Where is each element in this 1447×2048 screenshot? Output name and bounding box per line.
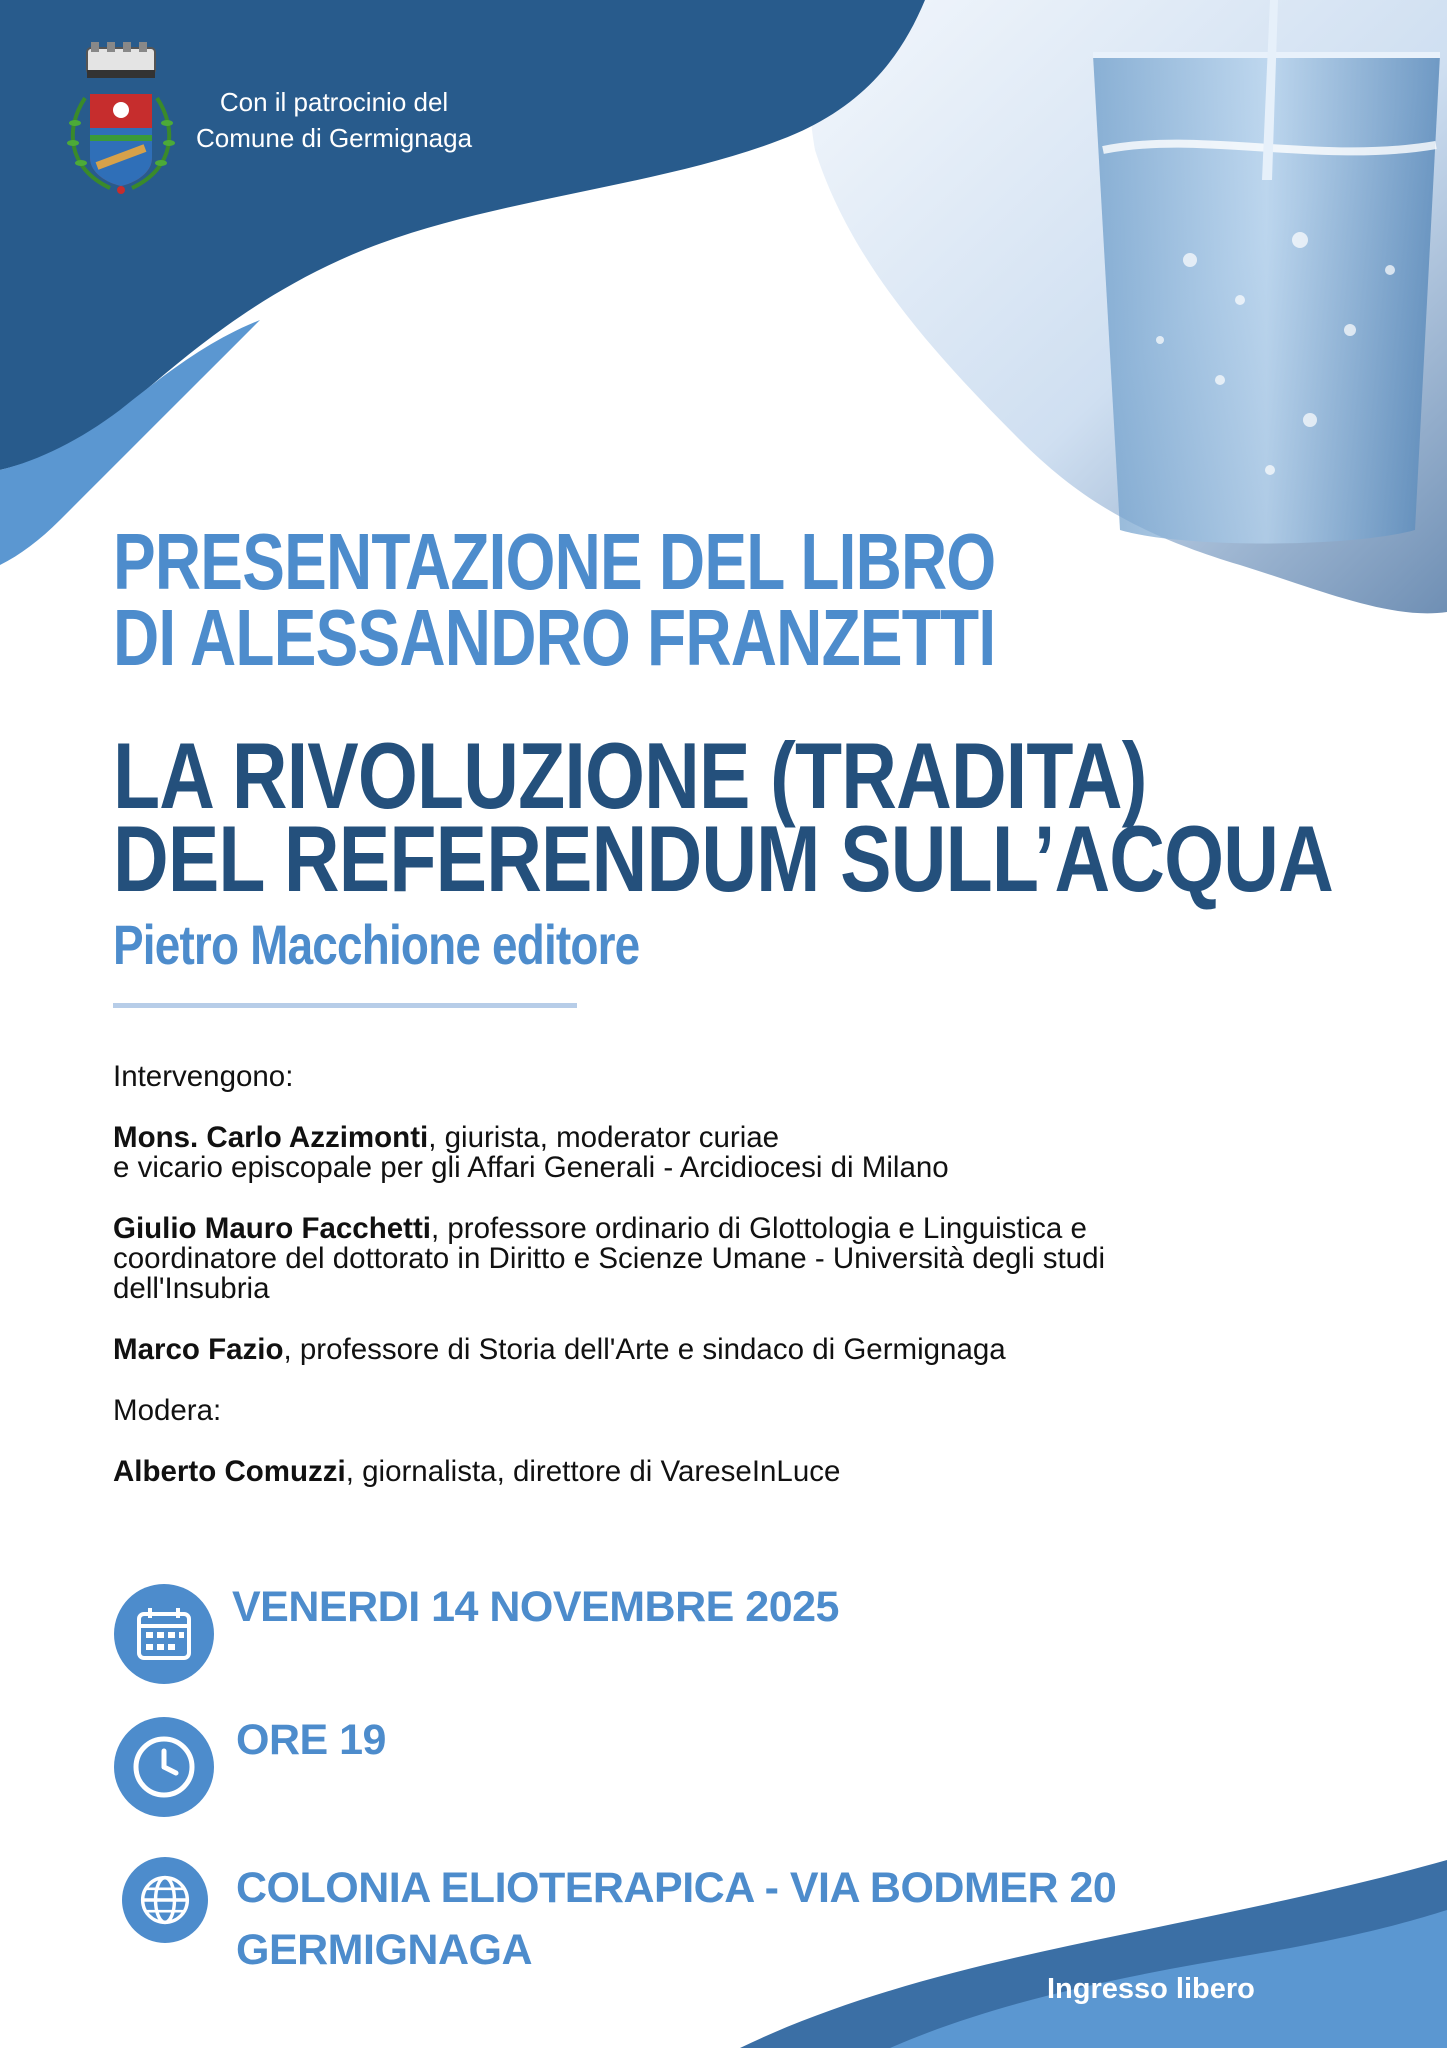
moderator-role: , giornalista, direttore di VareseInLuce: [345, 1455, 841, 1488]
moderator: [113, 1457, 1343, 1487]
heading-line-2: DI ALESSANDRO FRANZETTI: [113, 593, 996, 682]
speaker-role: e vicario episcopale per gli Affari Generali - Arcidiocesi di Milano: [113, 1151, 949, 1184]
moderator-intro: Modera:: [113, 1394, 222, 1427]
moderator-name: Alberto Comuzzi: [113, 1455, 346, 1488]
publisher: Pietro Macchione editore: [113, 913, 640, 976]
speaker-2: [113, 1214, 1343, 1304]
book-title: [113, 723, 1333, 911]
heading-line-1: PRESENTAZIONE DEL LIBRO: [113, 517, 996, 606]
speaker-name: Giulio Mauro Facchetti: [113, 1212, 431, 1245]
event-date: VENERDI 14 NOVEMBRE 2025: [232, 1583, 839, 1631]
speaker-name: Mons. Carlo Azzimonti: [113, 1121, 429, 1154]
crest-icon: [55, 38, 187, 203]
divider: [113, 1003, 577, 1008]
book-title-line-1: LA RIVOLUZIONE (TRADITA): [113, 723, 1147, 828]
speaker-role: , giurista, moderator curiae: [428, 1121, 780, 1154]
venue-line-1: COLONIA ELIOTERAPICA - VIA BODMER 20: [236, 1864, 1117, 1912]
clock-icon: [114, 1717, 214, 1817]
presentation-heading: [113, 517, 996, 682]
event-venue: [236, 1857, 1116, 1981]
speaker-1: [113, 1123, 1343, 1183]
speakers-section: [113, 1062, 1343, 1518]
patronage-line-1: Con il patrocinio del: [219, 87, 449, 117]
patronage-line-2: Comune di Germignaga: [196, 123, 473, 153]
speaker-role: coordinatore del dottorato in Diritto e Scienze Umane - Università degli studi: [113, 1242, 1106, 1275]
speaker-role: dell'Insubria: [113, 1272, 270, 1305]
book-title-line-2: DEL REFERENDUM SULL’ACQUA: [113, 806, 1333, 911]
speaker-name: Marco Fazio: [113, 1333, 284, 1366]
speaker-role: , professore di Storia dell'Arte e sindaco di Germignaga: [283, 1333, 1006, 1366]
venue-line-2: GERMIGNAGA: [236, 1926, 532, 1974]
event-time: ORE 19: [236, 1716, 386, 1764]
globe-icon: [122, 1857, 208, 1943]
speakers-intro: Intervengono:: [113, 1060, 294, 1093]
speaker-3: [113, 1335, 1343, 1365]
free-entry-label: Ingresso libero: [1047, 1973, 1255, 2005]
calendar-icon: [114, 1584, 214, 1684]
patronage-text: [196, 84, 472, 156]
speaker-role: , professore ordinario di Glottologia e Linguistica e: [430, 1212, 1087, 1245]
